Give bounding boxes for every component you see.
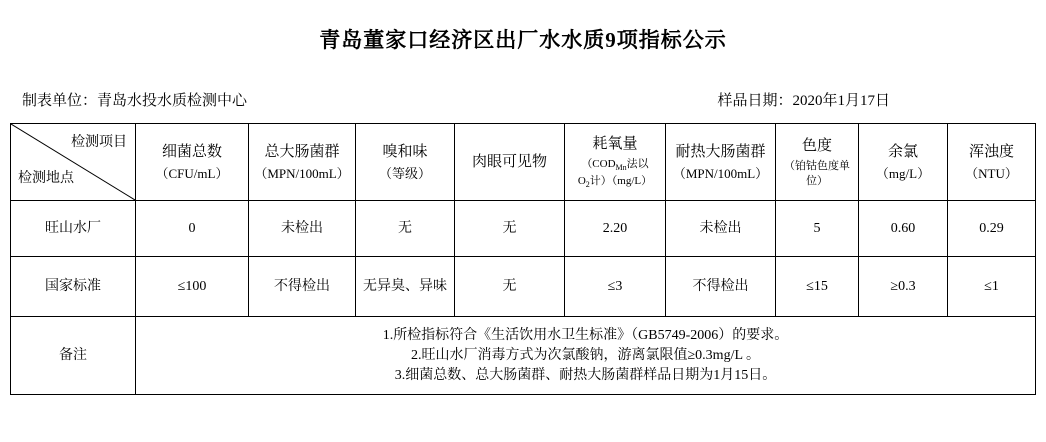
cell-total-coliform: 不得检出: [249, 257, 356, 317]
col-header-total-bacteria: [136, 124, 249, 201]
col-name: 余氯: [887, 143, 918, 160]
remarks-content: [136, 317, 1036, 395]
cell-visible-matter: 无: [455, 257, 565, 317]
col-unit: （铂钴色度单位）: [784, 159, 850, 187]
col-unit: （mg/L）: [875, 165, 931, 181]
remark-line-2: 2.旺山水厂消毒方式为次氯酸钠，游离氯限值≥0.3mg/L 。: [411, 347, 760, 363]
col-name: 色度: [801, 137, 832, 154]
col-name: 总大肠菌群: [264, 143, 340, 160]
col-unit: （CFU/mL）: [155, 165, 229, 181]
remark-line-1: 1.所检指标符合《生活饮用水卫生标准》（GB5749-2006）的要求。: [382, 328, 789, 344]
cell-heat-resistant-coliform: 不得检出: [666, 257, 776, 317]
meta-row: [0, 89, 1046, 110]
col-name: 嗅和味: [382, 143, 428, 160]
cell-residual-chlorine: 0.60: [859, 201, 948, 257]
col-unit: （等级）: [378, 165, 431, 181]
cell-odor-taste: 无: [356, 201, 455, 257]
prepared-by-label: 制表单位：青岛水投水质检测中心: [22, 93, 248, 110]
col-name: 肉眼可见物: [471, 153, 547, 170]
col-header-visible-matter: [455, 124, 565, 201]
col-header-cod: [565, 124, 666, 201]
cell-chroma: ≤15: [776, 257, 859, 317]
cell-turbidity: 0.29: [948, 201, 1036, 257]
col-name: 细菌总数: [161, 143, 222, 160]
col-unit: （MPN/100mL）: [254, 165, 350, 181]
corner-cell: [11, 124, 136, 201]
col-unit: （MPN/100mL）: [672, 165, 769, 181]
page-title: 青岛董家口经济区出厂水水质9项指标公示: [319, 28, 727, 52]
col-name: 耐热大肠菌群: [675, 143, 766, 160]
cell-turbidity: ≤1: [948, 257, 1036, 317]
col-header-total-coliform: [249, 124, 356, 201]
row-label: 旺山水厂: [11, 201, 136, 257]
row-national-standard: [11, 257, 1036, 317]
cell-total-coliform: 未检出: [249, 201, 356, 257]
cell-heat-resistant-coliform: 未检出: [666, 201, 776, 257]
cell-total-bacteria: ≤100: [136, 257, 249, 317]
col-header-heat-resistant-coliform: [666, 124, 776, 201]
col-header-chroma: [776, 124, 859, 201]
remark-line-3: 3.细菌总数、总大肠菌群、耐热大肠菌群样品日期为1月15日。: [394, 367, 777, 383]
cell-total-bacteria: 0: [136, 201, 249, 257]
col-header-turbidity: [948, 124, 1036, 201]
corner-label-items: 检测项目: [71, 135, 127, 151]
cell-chroma: 5: [776, 201, 859, 257]
sample-date-label: 样品日期：2020年1月17日: [717, 93, 890, 110]
cell-odor-taste: 无异臭、异味: [356, 257, 455, 317]
col-unit: （$COD_{Mn}$法以 $O_2$计）（mg/L）: [577, 157, 653, 189]
remarks-label: 备注: [11, 317, 136, 395]
cell-visible-matter: 无: [455, 201, 565, 257]
cell-residual-chlorine: ≥0.3: [859, 257, 948, 317]
cell-cod: ≤3: [565, 257, 666, 317]
col-name: 浑浊度: [968, 143, 1014, 160]
water-quality-table: [10, 123, 1036, 395]
cell-cod: 2.20: [565, 201, 666, 257]
table-header-row: [11, 124, 1036, 201]
corner-label-location: 检测地点: [18, 170, 74, 186]
col-header-residual-chlorine: [859, 124, 948, 201]
row-wangshan-plant: [11, 201, 1036, 257]
col-unit: （NTU）: [965, 165, 1018, 181]
col-name: 耗氧量: [592, 135, 638, 152]
row-label: 国家标准: [11, 257, 136, 317]
row-remarks: [11, 317, 1036, 395]
col-header-odor-taste: [356, 124, 455, 201]
